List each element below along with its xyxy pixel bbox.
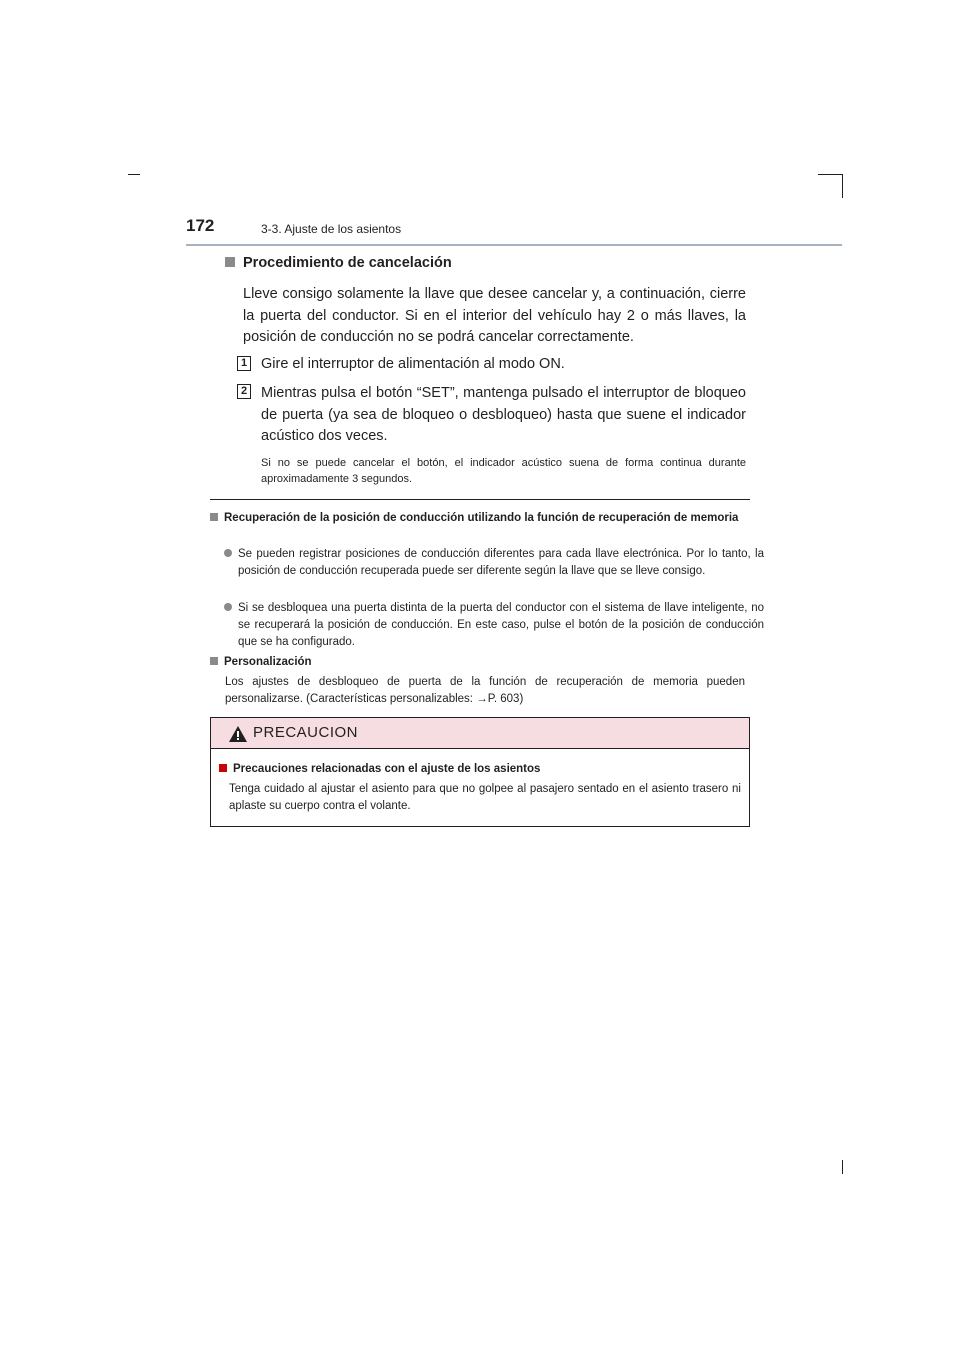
- section-title: 3-3. Ajuste de los asientos: [261, 222, 402, 236]
- square-bullet-icon: [210, 657, 218, 665]
- recovery-bullet-2: [224, 600, 764, 651]
- crop-mark: [818, 174, 842, 175]
- dot-bullet-icon: [224, 603, 232, 611]
- custom-heading: [210, 654, 312, 670]
- caution-heading-text: Precauciones relacionadas con el ajuste de los asientos: [233, 763, 541, 775]
- cancel-heading: [225, 255, 452, 271]
- cancel-intro: Lleve consigo solamente la llave que desee cancelar y, a continuación, cierre la puerta del conductor. Si en el interior del vehículo hay 2 o más llaves, la posición de conducción no se podrá cancelar correctamente.: [243, 286, 746, 345]
- cancel-heading-text: Procedimiento de cancelación: [243, 255, 452, 271]
- recovery-heading: [210, 510, 750, 526]
- divider: [210, 499, 750, 500]
- recovery-bullet-1-text: Se pueden registrar posiciones de conducción diferentes para cada llave electrónica. Por lo tanto, la posición de conducción recuperada puede ser diferente según la llave que se lleve consigo.: [238, 548, 764, 577]
- caution-header: [211, 718, 749, 749]
- recovery-heading-text: Recuperación de la posición de conducción utilizando la función de recuperación de memoria: [224, 512, 739, 524]
- caution-heading: [219, 761, 540, 777]
- step-2-text: Mientras pulsa el botón “SET”, mantenga pulsado el interruptor de bloqueo de puerta (ya sea de bloqueo o desbloqueo) hasta que suene el indicador acústico dos veces.: [261, 385, 746, 444]
- square-bullet-icon: [225, 257, 235, 267]
- crop-mark: [128, 174, 140, 175]
- cancel-note: Si no se puede cancelar el botón, el indicador acústico suena de forma continua durante aproximadamente 3 segundos.: [261, 457, 746, 485]
- caution-box: [210, 717, 750, 827]
- crop-mark: [842, 1160, 843, 1174]
- custom-heading-text: Personalización: [224, 656, 312, 668]
- warning-triangle-icon: [229, 726, 247, 742]
- page-number: 172: [186, 216, 215, 235]
- square-bullet-icon: [219, 764, 227, 772]
- recovery-bullet-2-text: Si se desbloquea una puerta distinta de la puerta del conductor con el sistema de llave inteligente, no se recuperará la posición de conducción. En este caso, pulse el botón de la posición de conducción que se ha configurado.: [238, 602, 764, 648]
- step-number-2: 2: [237, 384, 251, 399]
- step-number-1: 1: [237, 356, 251, 371]
- header-rule: [186, 244, 842, 246]
- recovery-bullet-1: [224, 546, 764, 580]
- square-bullet-icon: [210, 513, 218, 521]
- step-1-text: Gire el interruptor de alimentación al modo ON.: [261, 356, 565, 372]
- caution-title: PRECAUCION: [253, 724, 359, 741]
- dot-bullet-icon: [224, 549, 232, 557]
- crop-mark: [842, 174, 843, 198]
- caution-text: Tenga cuidado al ajustar el asiento para que no golpee al pasajero sentado en el asiento trasero ni aplaste su cuerpo contra el volante.: [229, 783, 741, 812]
- custom-text: Los ajustes de desbloqueo de puerta de la función de recuperación de memoria pueden personalizarse. (Características personalizables: →P. 603): [225, 676, 745, 705]
